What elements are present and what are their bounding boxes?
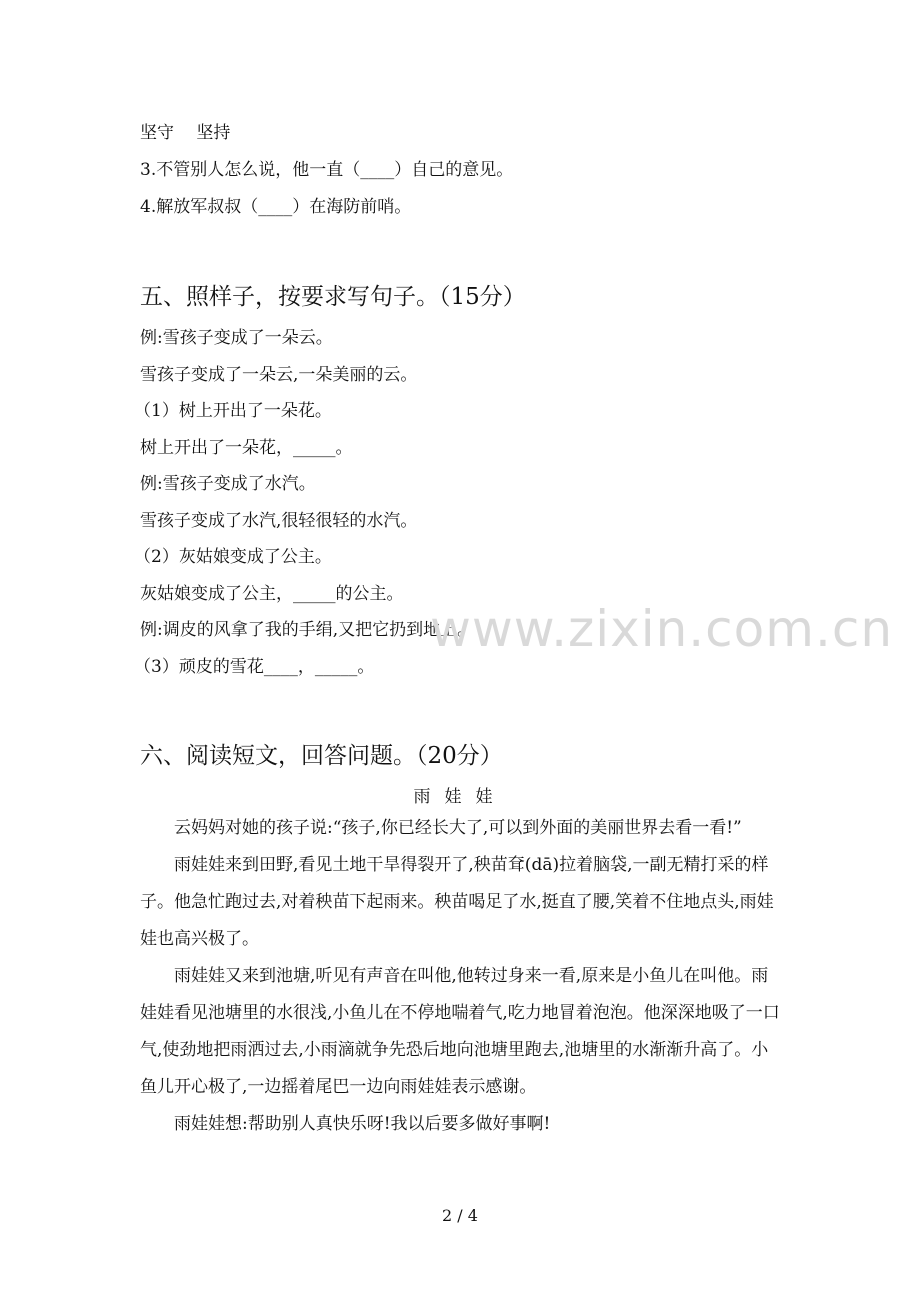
- section-5-line: （3）顽皮的雪花____，_____。: [134, 657, 375, 677]
- section-6-heading: 六、阅读短文，回答问题。（20分）: [140, 743, 503, 769]
- question-4: 4.解放军叔叔（____）在海防前哨。: [140, 197, 412, 217]
- passage-title: 雨娃娃: [413, 787, 507, 807]
- passage-paragraph: 雨娃娃来到田野,看见土地干旱得裂开了,秧苗耷(dā)拉着脑袋,一副无精打采的样子。他急忙跑过去,对着秧苗下起雨来。秧苗喝足了水,挺直了腰,笑着不住地点头,雨娃娃也高兴极了。: [140, 855, 774, 949]
- section-5-line: （2）灰姑娘变成了公主。: [134, 547, 332, 567]
- passage: [140, 810, 780, 1143]
- section-5-line: 灰姑娘变成了公主，_____的公主。: [140, 584, 404, 604]
- passage-paragraph: 云妈妈对她的孩子说:“孩子,你已经长大了,可以到外面的美丽世界去看一看!”: [174, 818, 742, 838]
- section-5-line: 例:调皮的风拿了我的手绢,又把它扔到地上。: [140, 620, 475, 640]
- section-5-heading: 五、照样子，按要求写句子。（15分）: [140, 284, 526, 310]
- page-number: 2 / 4: [442, 1206, 478, 1225]
- word-pair: 坚守 坚持: [140, 123, 231, 143]
- section-5-line: （1）树上开出了一朵花。: [134, 401, 332, 421]
- section-5-line: 雪孩子变成了水汽,很轻很轻的水汽。: [140, 511, 418, 531]
- section-5-line: 雪孩子变成了一朵云,一朵美丽的云。: [140, 365, 418, 385]
- section-5-line: 树上开出了一朵花，_____。: [140, 438, 353, 458]
- passage-paragraph: 雨娃娃想:帮助别人真快乐呀!我以后要多做好事啊!: [174, 1114, 551, 1134]
- question-3: 3.不管别人怎么说，他一直（____）自己的意见。: [140, 160, 514, 180]
- section-5-line: 例:雪孩子变成了水汽。: [140, 474, 316, 494]
- watermark: www.zixin.com.cn: [430, 600, 894, 658]
- section-5-line: 例:雪孩子变成了一朵云。: [140, 328, 333, 348]
- passage-paragraph: 雨娃娃又来到池塘,听见有声音在叫他,他转过身来一看,原来是小鱼儿在叫他。雨娃娃看见池塘里的水很浅,小鱼儿在不停地喘着气,吃力地冒着泡泡。他深深地吸了一口气,使劲地把雨洒过去,小雨滴就争先恐后地向池塘里跑去,池塘里的水渐渐升高了。小鱼儿开心极了,一边摇着尾巴一边向雨娃娃表示感谢。: [140, 966, 780, 1097]
